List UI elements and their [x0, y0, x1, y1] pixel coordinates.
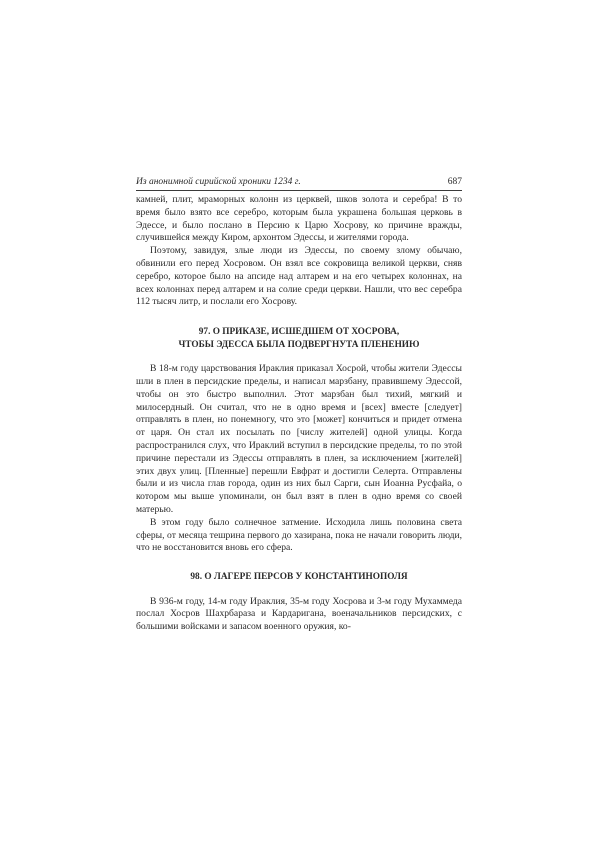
section-97-heading-line1: 97. О ПРИКАЗЕ, ИСШЕДШЕМ ОТ ХОСРОВА,: [198, 327, 400, 338]
page-number: 687: [447, 177, 462, 187]
paragraph-97-eclipse: В этом году было солнечное затмение. Исходила лишь половина света сферы, от месяца тешрина первого до хазирана, пока не начали говорить люди, что не восстановится вновь его сфера.: [136, 516, 462, 554]
section-98-heading: 98. О ЛАГЕРЕ ПЕРСОВ У КОНСТАНТИНОПОЛЯ: [190, 572, 408, 583]
running-head: [136, 176, 462, 191]
paragraph-98-camp: В 936-м году, 14-м году Ираклия, 35-м году Хосрова и 3-м году Мухаммеда послал Хосров Шахрбараза и Кардаригана, военачальников персидских, с большими войсками и запасом военного оружия, ко-: [136, 595, 462, 633]
paragraph-97-captivity: В 18-м году царствования Ираклия приказал Хосрой, чтобы жители Эдессы шли в плен в персидские пределы, и написал марзбану, правившему Эдессой, чтобы он это быстро выполнил. Этот марзбан был тихий, мягкий и милосердный. Он считал, что не в одно время и [всех] вместе [следует] отправлять в плен, но понемногу, что это [может] кончиться и придет отмена от царя. Он стал их посылать по [числу жителей] одной улицы. Когда распространился слух, что Ираклий вступил в персидские пределы, то по этой причине перестали из Эдессы отправлять в плен, за исключением [жителей] этих двух улиц. [Пленные] перешли Евфрат и достигли Селерта. Отправлены были и из числа глав города, один из них был Сарги, сын Иоанна Русфайа, о котором мы выше упоминали, он был взят в плен в одно время со своей матерью.: [136, 363, 462, 515]
paragraph-continuation: камней, плит, мраморных колонн из церквей, шков золота и серебра! В то время было взято все серебро, которым была украшена большая церковь в Эдессе, и было послано в Персию к Царю Хосрову, ко причине вражды, случившейся между Киром, архонтом Эдессы, и жителями города.: [136, 194, 462, 244]
section-97-heading: [136, 326, 462, 351]
running-head-title: Из анонимной сирийской хроники 1234 г.: [136, 177, 301, 187]
paragraph-silver: Поэтому, завидуя, злые люди из Эдессы, по своему злому обычаю, обвинили его перед Хосровом. Он взял все сокровища великой церкви, сняв серебро, которое было на апсиде над алтарем и на его четырех колоннах, на всех колоннах перед алтарем и на солие среди церкви. Нашли, что вес серебра 112 тысяч литр, и послали его Хосрову.: [136, 245, 462, 308]
book-page: [136, 176, 462, 634]
section-97-heading-line2: ЧТОБЫ ЭДЕССА БЫЛА ПОДВЕРГНУТА ПЛЕНЕНИЮ: [178, 339, 420, 350]
